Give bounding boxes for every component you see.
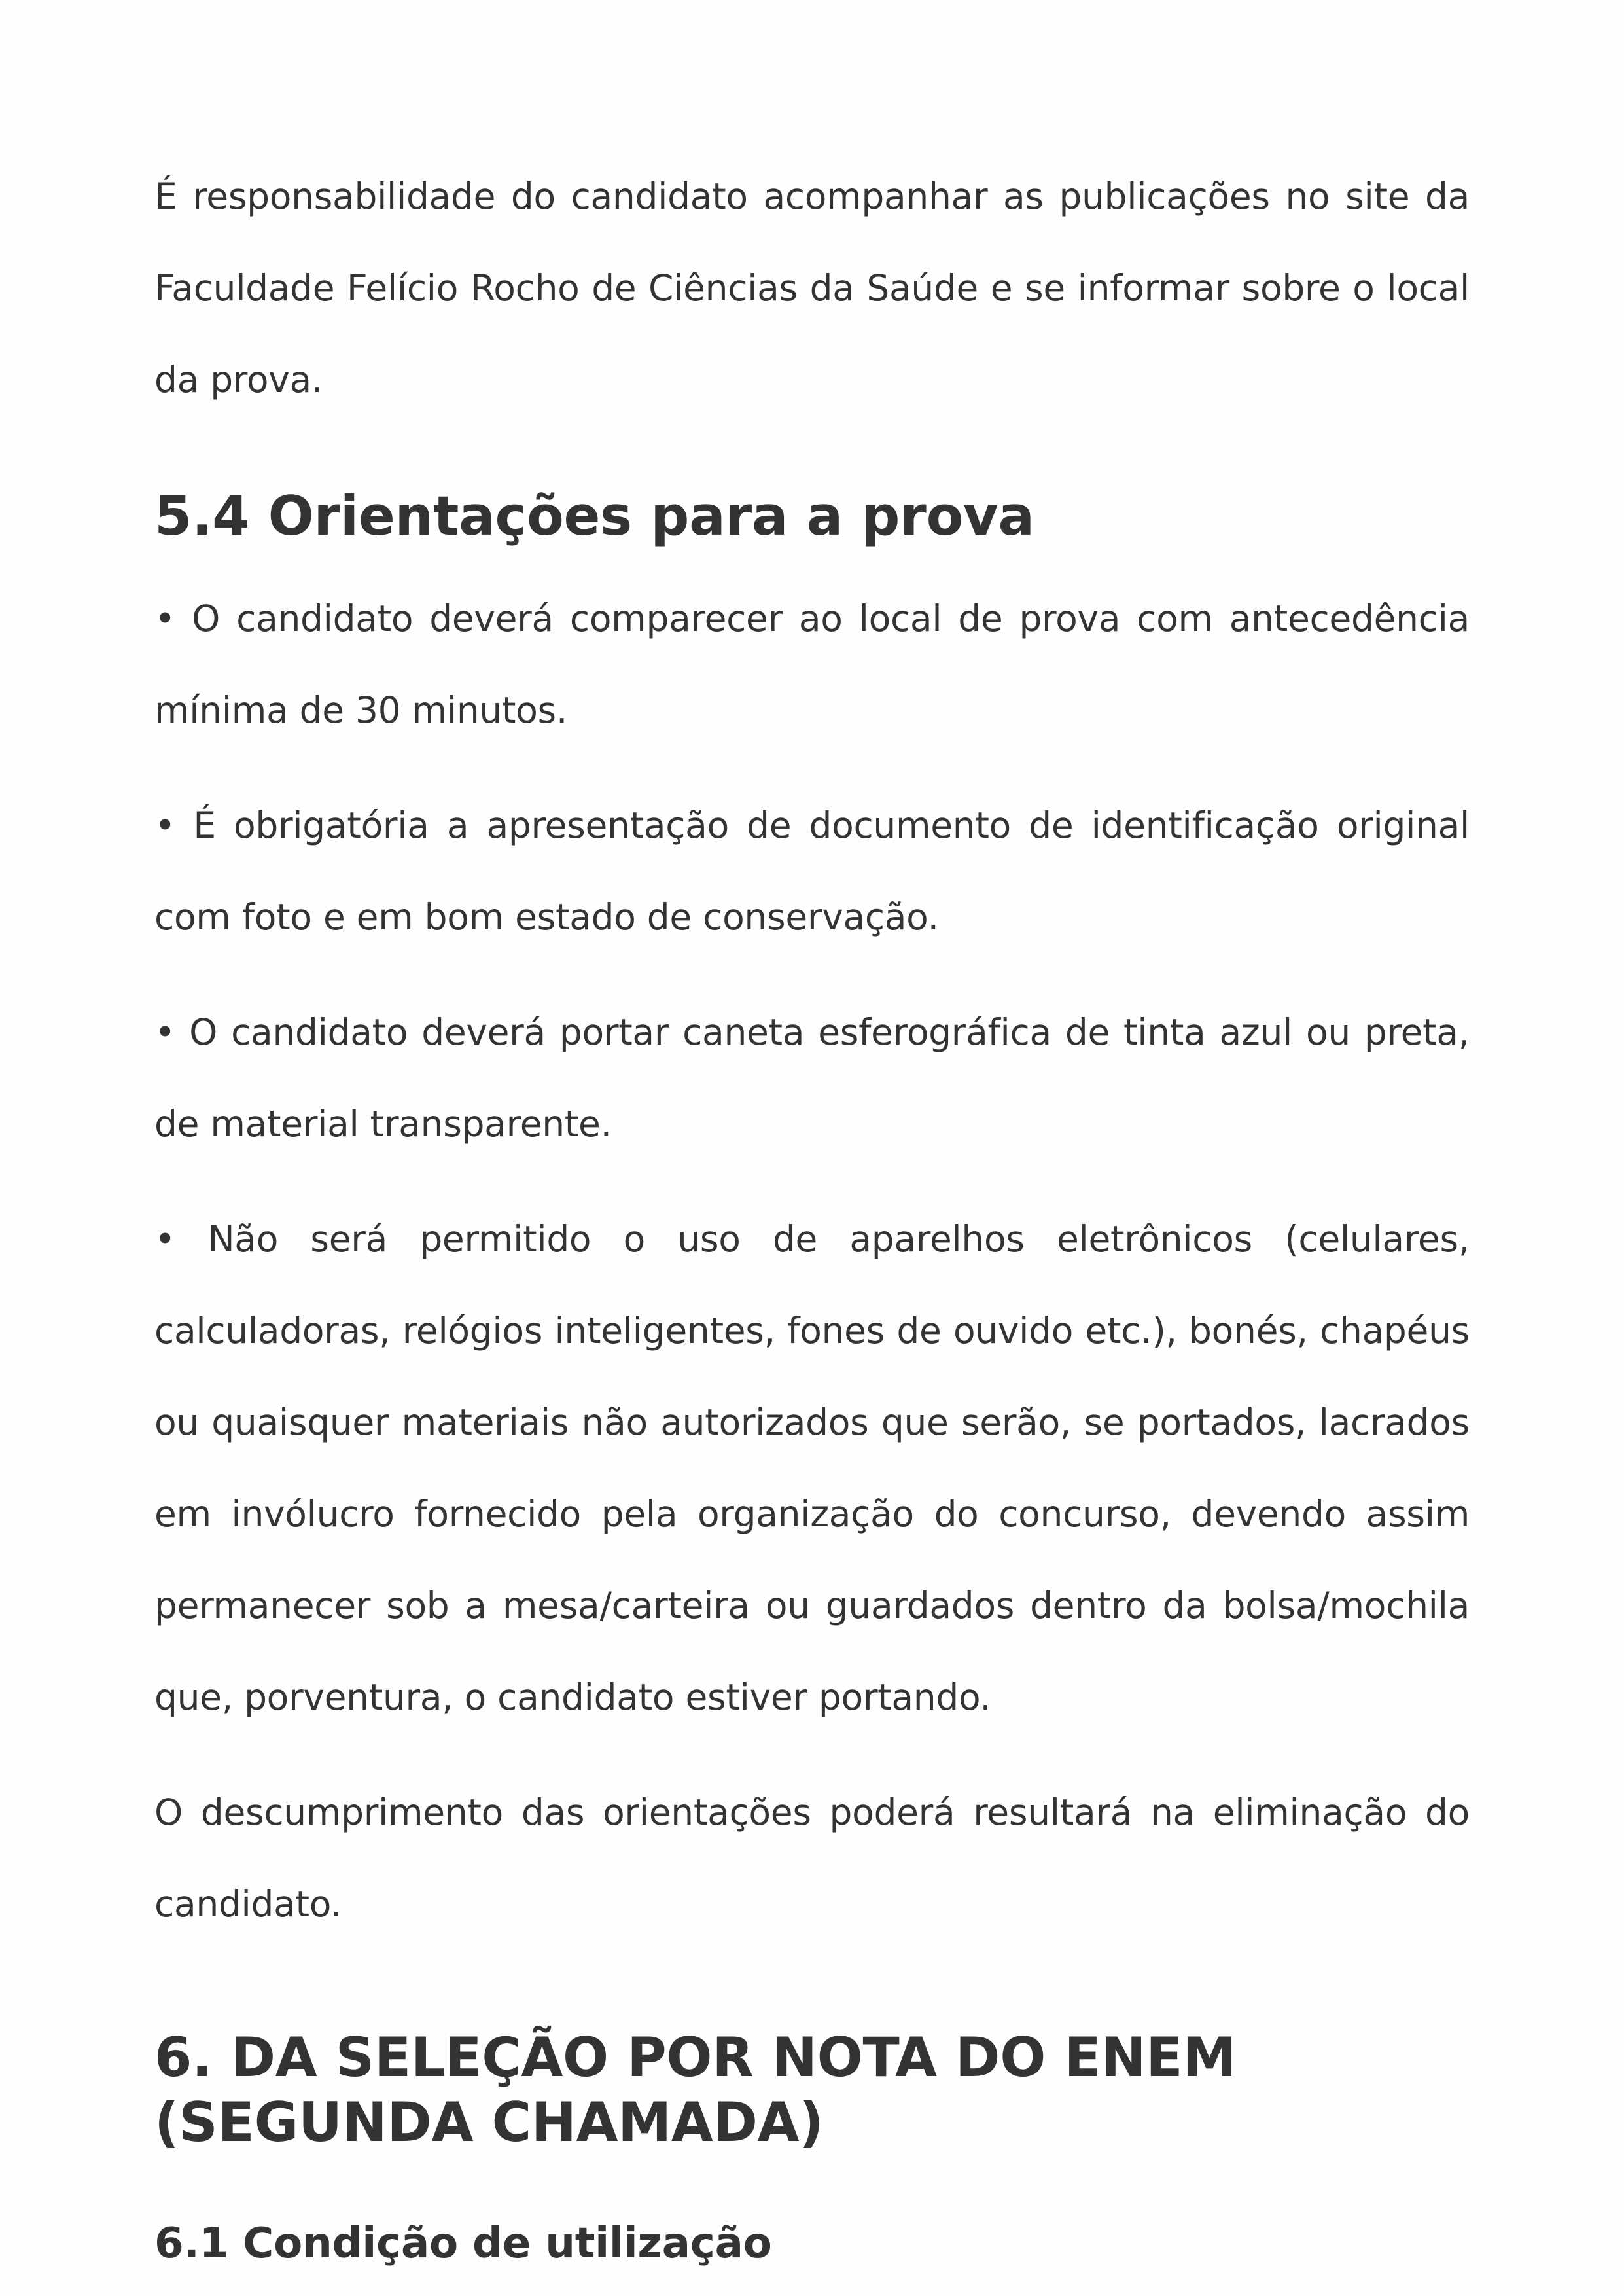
bullet-item-identification: • É obrigatória a apresentação de documento de identificação original com foto e em bom estado de conservação. — [154, 804, 1470, 938]
intro-paragraph: É responsabilidade do candidato acompanhar as publicações no site da Faculdade Felício Rocho de Ciências da Saúde e se informar sobre o local da prova. — [154, 175, 1470, 401]
bullet-item-pen: • O candidato deverá portar caneta esferográfica de tinta azul ou preta, de material transparente. — [154, 1011, 1470, 1145]
section-6-heading: 6. DA SELEÇÃO POR NOTA DO ENEM (SEGUNDA CHAMADA) — [154, 2026, 1237, 2154]
page-content — [154, 151, 1470, 2269]
bullet-item-electronics: • Não será permitido o uso de aparelhos eletrônicos (celulares, calculadoras, relógios inteligentes, fones de ouvido etc.), bonés, chapéus ou quaisquer materiais não autorizados que serão, se portados, lacrados em invólucro fornecido pela organização do concurso, devendo assim permanecer sob a mesa/carteira ou guardados dentro da bolsa/mochila que, porventura, o candidato estiver portando. — [154, 1218, 1470, 1718]
bullet-item-arrival: • O candidato deverá comparecer ao local de prova com antecedência mínima de 30 minutos. — [154, 598, 1470, 731]
section-6-1-heading: 6.1 Condição de utilização — [154, 2219, 772, 2268]
section-5-4-heading: 5.4 Orientações para a prova — [154, 485, 1034, 548]
closing-paragraph: O descumprimento das orientações poderá resultará na eliminação do candidato. — [154, 1791, 1470, 1925]
